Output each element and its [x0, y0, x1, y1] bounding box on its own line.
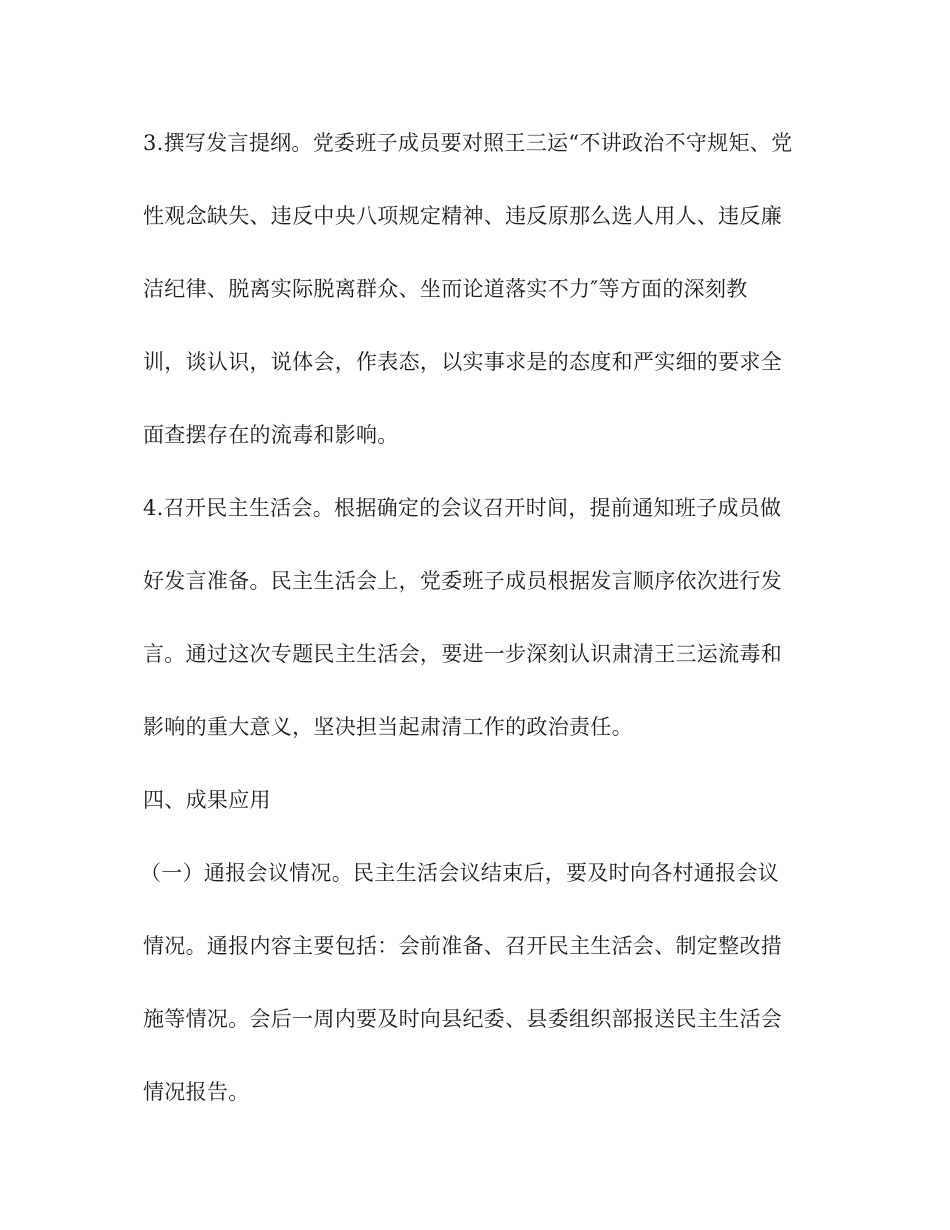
text-line: 好发言准备。民主生活会上，党委班子成员根据发言顺序依次进行发	[143, 569, 782, 593]
text-line: 3.撰写发言提纲。党委班子成员要对照王三运“不讲政治不守规矩、党	[143, 131, 793, 155]
text-line: 施等情况。会后一周内要及时向县纪委、县委组织部报送民主生活会	[143, 1007, 782, 1031]
text-line: 4.召开民主生活会。根据确定的会议召开时间，提前通知班子成员做	[143, 496, 782, 520]
text-line: （一）通报会议情况。民主生活会议结束后，要及时向各村通报会议	[140, 861, 779, 885]
text-line: 言。通过这次专题民主生活会，要进一步深刻认识肃清王三运流毒和	[143, 642, 782, 666]
text-line: 训，谈认识，说体会，作表态，以实事求是的态度和严实细的要求全	[143, 350, 782, 374]
text-line: 情况报告。	[143, 1080, 250, 1104]
text-line: 影响的重大意义，坚决担当起肃清工作的政治责任。	[143, 715, 633, 739]
text-line: 性观念缺失、违反中央八项规定精神、违反原那么选人用人、违反廉	[143, 204, 782, 228]
text-line: 洁纪律、脱离实际脱离群众、坐而论道落实不力″等方面的深刻教	[143, 277, 748, 301]
section-heading: 四、成果应用	[143, 788, 271, 812]
text-line: 情况。通报内容主要包括：会前准备、召开民主生活会、制定整改措	[143, 934, 782, 958]
text-line: 面查摆存在的流毒和影响。	[143, 423, 399, 447]
